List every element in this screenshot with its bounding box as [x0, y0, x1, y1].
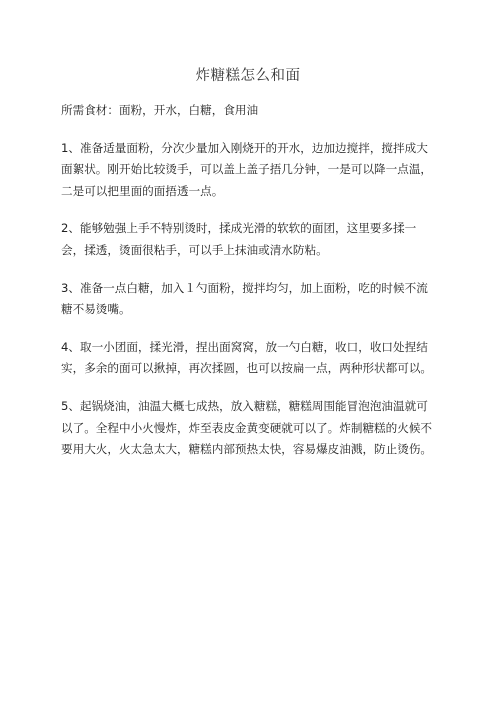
step-paragraph-1: 1、准备适量面粉，分次少量加入刚烧开的开水，边加边搅拌，搅拌成大面絮状。刚开始比较烫手，可以盖上盖子捂几分钟，一是可以降一点温，二是可以把里面的面捂透一点。 [61, 140, 433, 198]
step-paragraph-4: 4、取一小团面，揉光滑，捏出面窝窝，放一勺白糖，收口，收口处捏结实，多余的面可以揪掉，再次揉圆，也可以按扁一点，两种形状都可以。 [61, 339, 433, 376]
document-title: 炸糖糕怎么和面 [195, 68, 301, 84]
ingredients-paragraph: 所需食材：面粉，开水，白糖，食用油 [61, 103, 259, 117]
step-paragraph-5: 5、起锅烧油，油温大概七成热，放入糖糕，糖糕周围能冒泡泡油温就可以了。全程中小火慢炸，炸至表皮金黄变硬就可以了。炸制糖糕的火候不要用大火，火太急太大，糖糕内部预热太快，容易爆皮油溅，防止烫伤。 [61, 398, 433, 457]
document-body [61, 100, 439, 477]
step-paragraph-3: 3、准备一点白糖，加入１勺面粉，搅拌均匀，加上面粉，吃的时候不流糖不易烫嘴。 [61, 280, 428, 317]
step-paragraph-2: 2、能够勉强上手不特别烫时，揉成光滑的软软的面团，这里要多揉一会，揉透，烫面很粘手，可以手上抹油或清水防粘。 [61, 221, 417, 257]
